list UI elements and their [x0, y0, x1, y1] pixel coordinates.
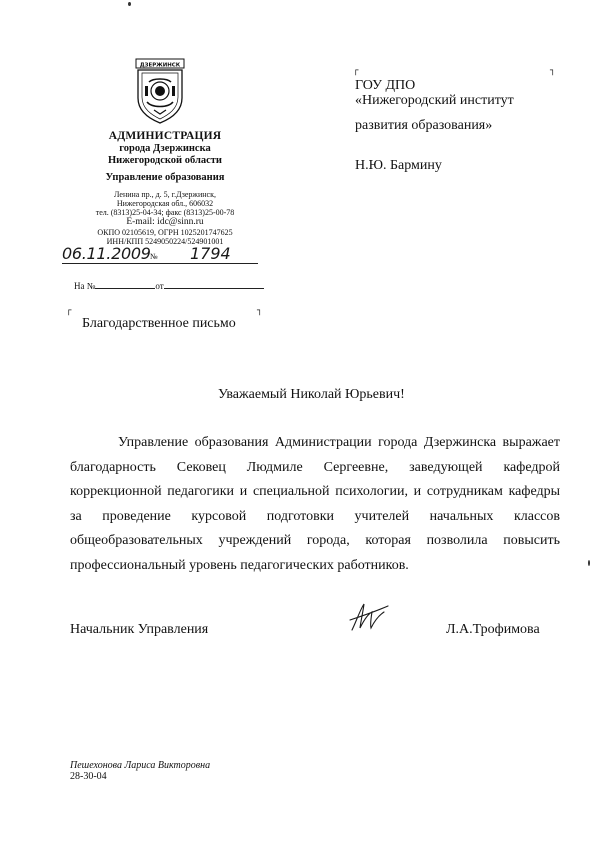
address-line: Нижегородская обл., 606032 — [116, 199, 214, 208]
phone-fax-line: тел. (8313)25-04-34; факс (8313)25-00-78 — [95, 208, 235, 217]
body-line: благодарность Сековец Людмиле Сергеевне, заведующей кафедрой — [70, 459, 560, 475]
handwritten-date: 06.11.2009 — [62, 244, 151, 263]
body-paragraph — [70, 431, 560, 578]
body-line: Управление образования Администрации города Дзержинска выражает — [118, 435, 560, 450]
registration-underline — [62, 263, 258, 264]
org-region: Нижегородской области — [108, 155, 222, 166]
okpo-line: ОКПО 02105619, ОГРН 1025201747625 — [97, 228, 233, 237]
org-city: города Дзержинска — [119, 143, 211, 154]
address-line: Ленина пр., д. 5, г.Дзержинск, — [114, 190, 216, 199]
scan-speck — [588, 560, 590, 566]
signer-position: Начальник Управления — [70, 622, 209, 637]
body-line: за проведение курсовой подготовки учителей начальных классов — [70, 508, 560, 524]
body-line: коррекционной педагогики и специальной психологии, и сотрудникам кафедры — [70, 484, 560, 499]
scan-speck — [128, 2, 131, 6]
city-emblem — [132, 58, 188, 124]
body-line: общеобразовательных учреждений города, которая позволила повысить — [70, 533, 560, 548]
ref-from: от — [155, 281, 164, 291]
handwritten-signature — [348, 600, 390, 636]
inn-line: ИНН/КПП 5249050224/524901001 — [106, 237, 224, 246]
document-title: Благодарственное письмо — [82, 316, 236, 331]
body-line: профессиональный уровень педагогических работников. — [70, 557, 409, 573]
corner-mark-bottom-right: ┐ — [257, 306, 263, 316]
executor-phone: 28-30-04 — [70, 771, 107, 782]
ref-number-blank — [95, 279, 155, 289]
executor-name: Пешехонова Лариса Викторовна — [70, 760, 211, 771]
addressee-name: Н.Ю. Бармину — [355, 158, 442, 173]
salutation: Уважаемый Николай Юрьевич! — [218, 387, 405, 402]
signer-name: Л.А.Трофимова — [446, 622, 540, 637]
org-department: Управление образования — [105, 172, 225, 183]
handwritten-number: 1794 — [190, 244, 231, 263]
email-line: E-mail: idc@sinn.ru — [126, 217, 204, 227]
ref-date-blank — [164, 279, 264, 289]
corner-mark-top-left: ┌ — [353, 66, 359, 76]
org-admin-title: АДМИНИСТРАЦИЯ — [108, 130, 222, 142]
addressee-line: развития образования» — [355, 118, 493, 133]
corner-mark-bottom-left: ┌ — [66, 306, 72, 316]
addressee-line: ГОУ ДПО — [355, 78, 416, 93]
ref-prefix: На № — [74, 281, 96, 291]
reference-line — [74, 279, 264, 291]
corner-mark-top-right: ┐ — [550, 66, 556, 76]
emblem-text: ДЗЕРЖИНСК — [139, 62, 181, 69]
addressee-line: «Нижегородский институт — [355, 93, 514, 108]
number-sign: № — [150, 252, 158, 261]
